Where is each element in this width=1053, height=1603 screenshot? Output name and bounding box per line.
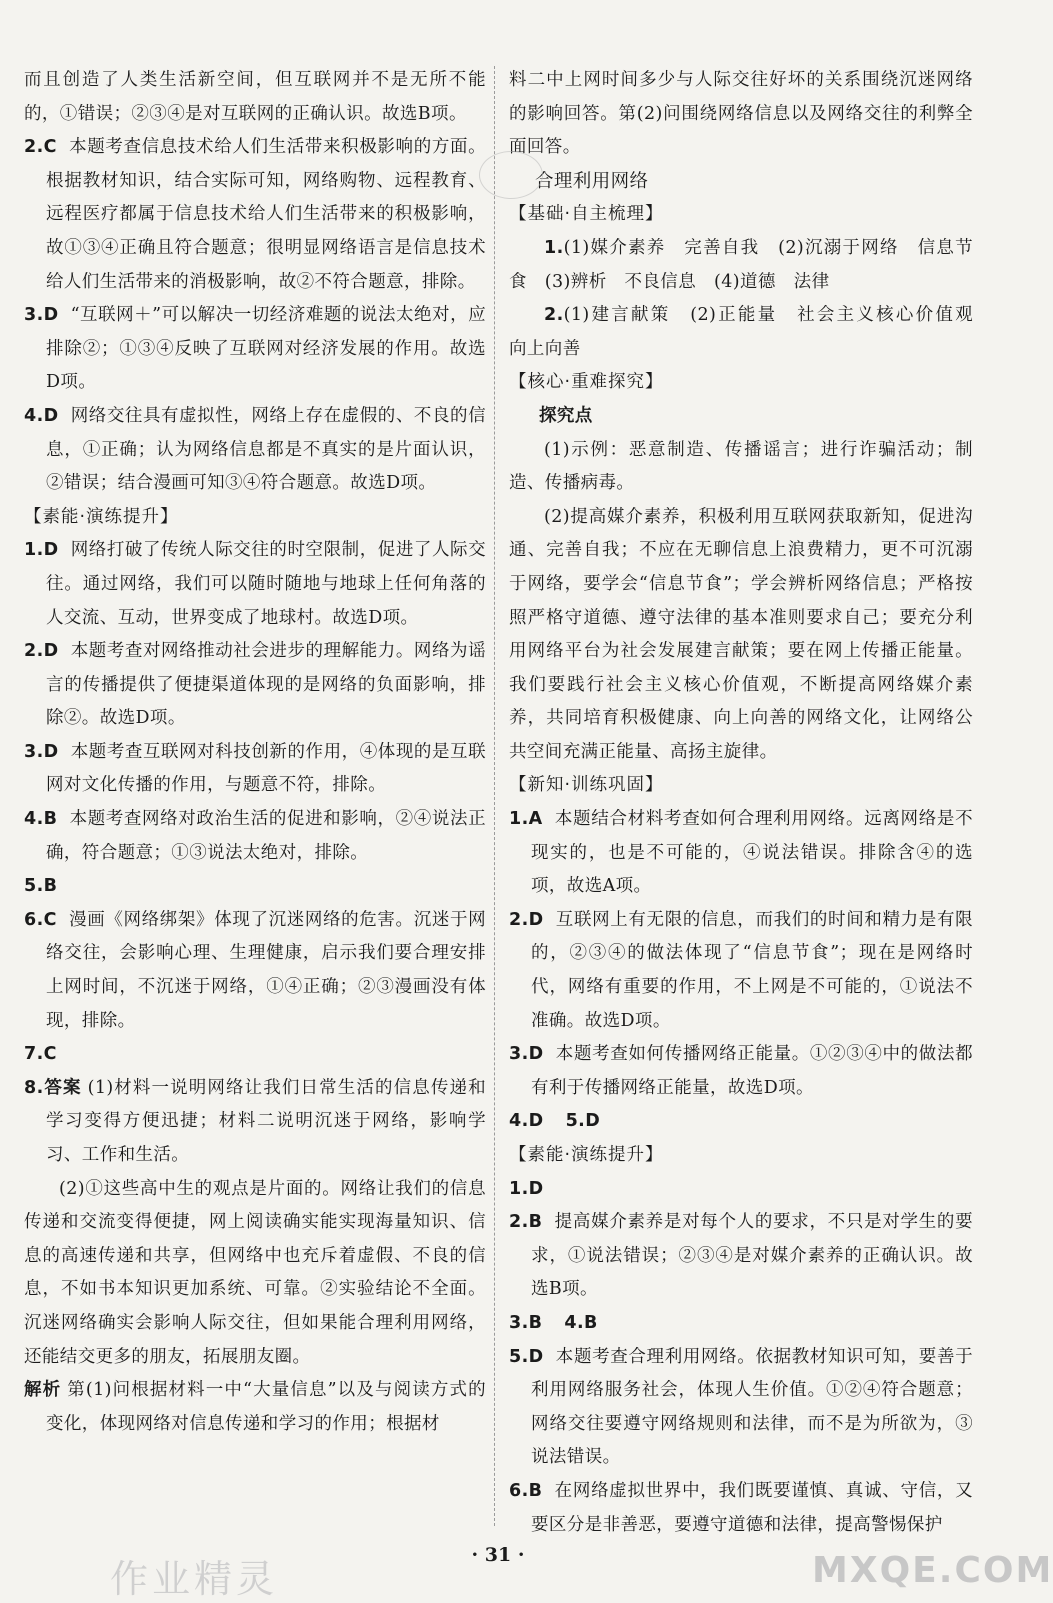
item-number: 4. (509, 1111, 529, 1132)
paragraph (509, 232, 973, 299)
watermark-left: 作业精灵 (110, 1557, 279, 1601)
item-number: 3. (24, 741, 44, 762)
item-number: 7. (24, 1044, 44, 1065)
item-number: 1. (24, 540, 44, 561)
answer-letter: B (528, 1212, 543, 1233)
item-number: 3. (509, 1312, 529, 1333)
paragraph (509, 299, 991, 366)
explanation-text: 网络交往具有虚拟性，网络上存在虚假的、不良的信息，①正确；认为网络信息都是不真实的是片面认识，②错误；结合漫画可知③④符合题意。故选D项。 (46, 405, 486, 494)
answer-letter: D (528, 1178, 544, 1199)
answer-letter: D (528, 909, 544, 930)
section-heading: 【新知·训练巩固】 (509, 775, 664, 796)
answer-letter: B (43, 876, 58, 897)
labeled-item (24, 1072, 486, 1173)
paragraph-text: (2)提高媒介素养，积极利用互联网获取新知，促进沟通、完善自我；不应在无聊信息上浪费精力，更不可沉溺于网络，要学会“信息节食”；学会辨析网络信息；严格按照严格守道德、遵守法律的基本准则要求自己；要充分利用网络平台为社会发展建言献策；要在网上传播正能量。我们要践行社会主义核心价值观，不断提高网络媒介素养，共同培育积极健康、向上向善的网络文化，让网络公共空间充满正能量、高扬主旋律。 (509, 506, 973, 762)
explanation-text: 互联网上有无限的信息，而我们的时间和精力是有限的，②③④的做法体现了“信息节食”；现在是网络时代，网络有重要的作用，不上网是不可能的，①说法不准确。故选D项。 (531, 909, 973, 1031)
item-number: 4. (564, 1312, 584, 1333)
paragraph-text: (1)媒介素养 完善自我 (2)沉溺于网络 信息节食 (3)辨析 不良信息 (4)道德 法律 (509, 237, 973, 292)
explanation-text: 本题考查如何传播网络正能量。①②③④中的做法都有利于传播网络正能量，故选D项。 (531, 1044, 973, 1098)
subheading: 探究点 (539, 405, 593, 426)
item-number: 4. (24, 809, 44, 830)
answer-letter: D (43, 641, 59, 662)
paragraph (24, 1173, 486, 1375)
answer-letter: B (528, 1312, 543, 1333)
item-number: 5. (565, 1111, 586, 1132)
answer-item (509, 1341, 973, 1475)
answer-item (509, 1206, 973, 1307)
section-heading: 【基础·自主梳理】 (509, 204, 664, 225)
answer-item (24, 904, 486, 1038)
answer-item (24, 534, 486, 635)
explanation-text: 本题考查网络对政治生活的促进和影响，②④说法正确，符合题意；①③说法太绝对，排除。 (46, 809, 486, 863)
answer-item (509, 1038, 973, 1105)
item-number: 5. (24, 876, 44, 897)
answer-letter: D (43, 405, 59, 426)
paragraph (509, 434, 973, 501)
section-heading: 【素能·演练提升】 (509, 1145, 664, 1165)
topic-text: 合理利用网络 (535, 170, 649, 192)
answer-letter: B (43, 809, 58, 830)
item-number: 1. (509, 1178, 529, 1199)
answer-letter: D (43, 741, 59, 762)
item-number: 3. (509, 1044, 529, 1065)
item-number: 6. (509, 1480, 529, 1501)
left-column (24, 64, 486, 1441)
labeled-item (24, 1374, 486, 1441)
answer-item (24, 131, 486, 299)
item-number: 1. (509, 809, 529, 830)
item-number: 2. (544, 305, 564, 326)
explanation-text: “互联网＋”可以解决一切经济难题的说法太绝对，应排除②；①③④反映了互联网对经济发展的作用。故选D项。 (46, 305, 486, 393)
paragraph (509, 501, 973, 770)
item-label: 解析 (24, 1380, 62, 1401)
answer-letter: D (528, 1044, 544, 1065)
explanation-text: 本题考查对网络推动社会进步的理解能力。网络为谣言的传播提供了便捷渠道体现的是网络的负面影响，排除②。故选D项。 (46, 641, 486, 729)
answer-item (509, 1173, 973, 1207)
answer-item (509, 904, 973, 1038)
column-divider (494, 66, 495, 1526)
stamp-mark (479, 151, 543, 199)
labeled-text: 第(1)问根据材料一中“大量信息”以及与阅读方式的变化，体现网络对信息传递和学习的作用；根据材 (46, 1380, 486, 1434)
page-number: · 31 · (471, 1544, 525, 1566)
right-column (509, 64, 991, 1542)
answer-item (24, 400, 486, 501)
paragraph-text: (2)①这些高中生的观点是片面的。网络让我们的信息传递和交流变得便捷，网上阅读确实能实现海量知识、信息的高速传递和共享，但网络中也充斥着虚假、不良的信息，不如书本知识更加系统、可靠。②实验结论不全面。沉迷网络确实会影响人际交往，但如果能合理利用网络，还能结交更多的朋友，拓展朋友圈。 (24, 1178, 486, 1367)
answer-letter: B (584, 1312, 598, 1333)
answer-letter: C (43, 1044, 57, 1065)
answer-letter: D (528, 1346, 544, 1367)
answer-item (24, 736, 486, 803)
paragraph-text: (1)示例：恶意制造、传播谣言；进行诈骗活动；制造、传播病毒。 (509, 439, 973, 494)
item-number: 2. (24, 137, 44, 158)
explanation-text: 网络打破了传统人际交往的时空限制，促进了人际交往。通过网络，我们可以随时随地与地球上任何角落的人交流、互动，世界变成了地球村。故选D项。 (46, 540, 486, 628)
watermark-right: MXQE.COM (812, 1550, 1053, 1591)
explanation-text: 漫画《网络绑架》体现了沉迷网络的危害。沉迷于网络交往，会影响心理、生理健康，启示我们要合理安排上网时间，不沉迷于网络，①④正确；②③漫画没有体现，排除。 (46, 909, 486, 1031)
topic-title (509, 165, 973, 199)
section-heading: 【素能·演练提升】 (24, 506, 179, 527)
section-heading: 【核心·重难探究】 (509, 372, 664, 393)
answer-letter: D (43, 305, 59, 326)
answer-item-pair (509, 1105, 973, 1139)
item-number: 1. (544, 237, 564, 258)
answer-item (24, 299, 486, 400)
item-number: 2. (509, 909, 529, 930)
answer-item (24, 870, 486, 904)
answer-letter: D (585, 1111, 601, 1132)
item-number: 6. (24, 909, 44, 930)
item-number: 5. (509, 1346, 529, 1367)
answer-letter: A (528, 809, 543, 830)
answer-item (509, 1475, 973, 1542)
paragraph: 料二中上网时间多少与人际交往好坏的关系围绕沉迷网络的影响回答。第(2)问围绕网络信息以及网络交往的利弊全面回答。 (509, 70, 973, 158)
answer-letter: B (528, 1480, 543, 1501)
explanation-text: 本题考查互联网对科技创新的作用，④体现的是互联网对文化传播的作用，与题意不符，排除。 (46, 741, 486, 796)
paragraph: 而且创造了人类生活新空间，但互联网并不是无所不能的，①错误；②③④是对互联网的正确认识。故选B项。 (24, 70, 486, 124)
labeled-text: (1)材料一说明网络让我们日常生活的信息传递和学习变得方便迅捷；材料二说明沉迷于网络，影响学习、工作和生活。 (46, 1077, 486, 1165)
explanation-text: 本题考查信息技术给人们生活带来积极影响的方面。根据教材知识，结合实际可知，网络购物、远程教育、远程医疗都属于信息技术给人们生活带来的积极影响，故①③④正确且符合题意；很明显网络语言是信息技术给人们生活带来的消极影响，故②不符合题意，排除。 (46, 137, 486, 292)
item-number: 2. (24, 641, 44, 662)
answer-letter: C (43, 909, 57, 930)
answer-item (509, 803, 973, 904)
answer-letter: D (528, 1111, 544, 1132)
answer-item (24, 803, 486, 870)
item-label: 答案 (43, 1077, 82, 1098)
explanation-text: 本题考查合理利用网络。依据教材知识可知，要善于利用网络服务社会，体现人生价值。①②④符合题意；网络交往要遵守网络规则和法律，而不是为所欲为，③说法错误。 (531, 1346, 973, 1468)
item-number: 4. (24, 405, 44, 426)
item-number: 3. (24, 305, 44, 326)
answer-item (24, 1038, 486, 1072)
explanation-text: 本题结合材料考查如何合理利用网络。远离网络是不现实的，也是不可能的，④说法错误。排除含④的选项，故选A项。 (531, 809, 973, 897)
item-number: 8. (24, 1077, 44, 1098)
answer-letter: D (43, 540, 59, 561)
item-number: 2. (509, 1212, 529, 1233)
answer-item (24, 635, 486, 736)
explanation-text: 在网络虚拟世界中，我们既要谨慎、真诚、守信，又要区分是非善恶，要遵守道德和法律，提高警惕保护 (531, 1480, 973, 1535)
explanation-text: 提高媒介素养是对每个人的要求，不只是对学生的要求，①说法错误；②③④是对媒介素养的正确认识。故选B项。 (531, 1212, 973, 1300)
answer-item-pair (509, 1307, 973, 1341)
paragraph-text: (1)建言献策 (2)正能量 社会主义核心价值观 向上向善 (509, 305, 991, 359)
answer-letter: C (43, 137, 57, 158)
